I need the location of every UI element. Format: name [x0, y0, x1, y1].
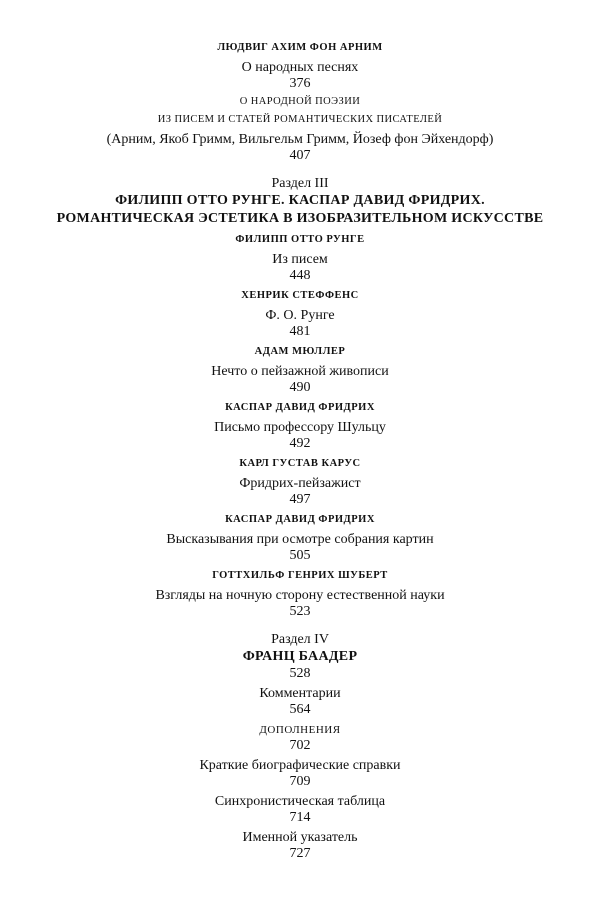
toc-entry-title: Синхронистическая таблица	[214, 794, 386, 809]
section-title: РОМАНТИЧЕСКАЯ ЭСТЕТИКА В ИЗОБРАЗИТЕЛЬНОМ ИСКУССТВЕ	[56, 211, 544, 226]
toc-entry-title: Ф. О. Рунге	[265, 308, 335, 323]
toc-authors-list: (Арним, Якоб Гримм, Вильгельм Гримм, Йозеф фон Эйхендорф)	[106, 132, 494, 147]
toc-page-number: 528	[289, 666, 311, 681]
toc-entry-title: Именной указатель	[242, 830, 358, 845]
toc-page-number: 709	[289, 774, 311, 789]
toc-entry-title: Высказывания при осмотре собрания картин	[166, 532, 434, 547]
section-title: ФРАНЦ БААДЕР	[242, 649, 358, 664]
toc-page-number: 564	[289, 702, 311, 717]
toc-page-number: 714	[289, 810, 311, 825]
toc-page-number: 407	[289, 148, 311, 163]
toc-entry-title: Нечто о пейзажной живописи	[211, 364, 389, 379]
toc-author: КАРЛ ГУСТАВ КАРУС	[239, 458, 361, 469]
toc-page-number: 481	[289, 324, 311, 339]
section-title: ФИЛИПП ОТТО РУНГЕ. КАСПАР ДАВИД ФРИДРИХ.	[115, 193, 485, 208]
toc-entry-title: ДОПОЛНЕНИЯ	[259, 724, 341, 736]
toc-entry-title: О народных песнях	[241, 60, 359, 75]
toc-author: КАСПАР ДАВИД ФРИДРИХ	[225, 514, 375, 525]
toc-author: АДАМ МЮЛЛЕР	[254, 346, 346, 357]
toc-entry-title: Из писем	[272, 252, 328, 267]
section-label: Раздел IV	[271, 632, 329, 647]
section-label: Раздел III	[271, 176, 329, 191]
toc-author: КАСПАР ДАВИД ФРИДРИХ	[225, 402, 375, 413]
toc-page-number: 727	[289, 846, 311, 861]
toc-author: ФИЛИПП ОТТО РУНГЕ	[235, 234, 365, 245]
toc-entry-title: Письмо профессору Шульцу	[214, 420, 386, 435]
toc-author: ЛЮДВИГ АХИМ ФОН АРНИМ	[217, 42, 383, 53]
toc-entry-title: Фридрих-пейзажист	[239, 476, 361, 491]
toc-page-number: 702	[289, 738, 311, 753]
toc-subheading: О НАРОДНОЙ ПОЭЗИИ	[239, 96, 361, 107]
toc-page-number: 497	[289, 492, 311, 507]
toc-entry-title: Краткие биографические справки	[199, 758, 401, 773]
toc-author: ГОТТХИЛЬФ ГЕНРИХ ШУБЕРТ	[212, 570, 388, 581]
toc-entry-title: Взгляды на ночную сторону естественной науки	[155, 588, 445, 603]
toc-author: ХЕНРИК СТЕФФЕНС	[241, 290, 359, 301]
toc-page-number: 492	[289, 436, 311, 451]
toc-page-number: 490	[289, 380, 311, 395]
toc-page-number: 523	[289, 604, 311, 619]
toc-subheading: ИЗ ПИСЕМ И СТАТЕЙ РОМАНТИЧЕСКИХ ПИСАТЕЛЕЙ	[157, 114, 443, 125]
toc-entry-title: Комментарии	[259, 686, 341, 701]
toc-page-number: 505	[289, 548, 311, 563]
toc-page-number: 376	[289, 76, 311, 91]
toc-page-number: 448	[289, 268, 311, 283]
